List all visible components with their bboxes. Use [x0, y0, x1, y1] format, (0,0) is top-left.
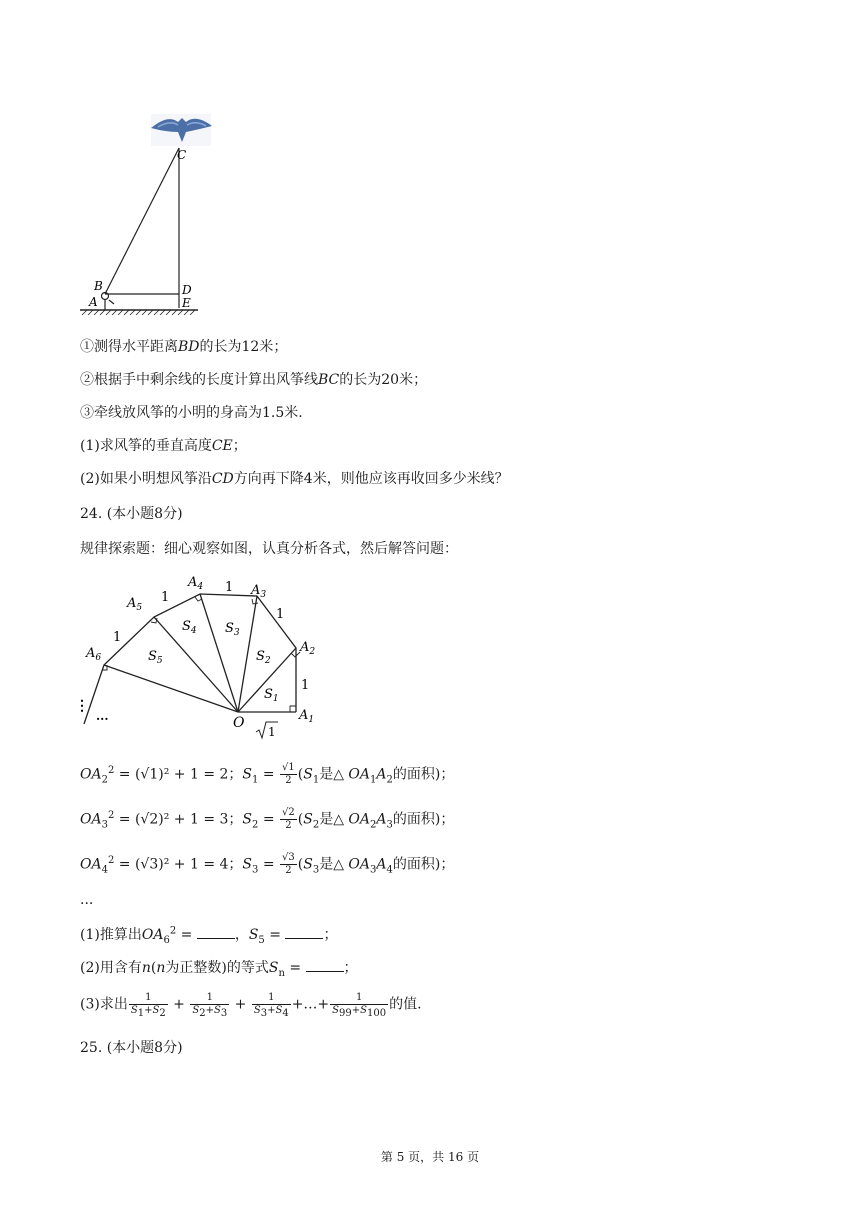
area-s1: $S_1$ — [264, 687, 279, 704]
sqrt-one-label — [256, 722, 278, 739]
answer-blank-2[interactable] — [285, 926, 323, 939]
q23-item2: ②根据手中剩余线的长度计算出风筝线BC的长为20米； — [80, 372, 428, 388]
area-s2: $S_2$ — [256, 649, 271, 666]
spiral-figure — [70, 566, 330, 746]
one-a4a5: 1 — [161, 590, 170, 605]
q23-part2: (2)如果小明想风筝沿CD方向再下降4米，则他应该再收回多少米线？ — [80, 471, 509, 487]
q24-intro: 规律探索题：细心观察如图，认真分析各式，然后解答问题： — [80, 541, 458, 557]
kite-bird-icon — [151, 114, 212, 146]
point-a6: $A_6$ — [86, 646, 102, 663]
point-a1: $A_1$ — [299, 708, 315, 725]
ellipsis: ... — [80, 892, 94, 908]
page-footer: 第 5 页，共 16 页 — [380, 1150, 480, 1164]
equation-2: $OA_3^2 = (√2)^2 + 1 = 3$；$S_2$ = $\frac{√2}{2}$ ($S_2$是△ $OA_2A_3$的面积)； — [80, 807, 455, 831]
point-a2: $A_2$ — [300, 640, 316, 657]
q24-part2: (2)用含有n(n为正整数)的等式$S_n$ = ； — [80, 960, 358, 979]
q24-header: 24. (本小题8分) — [80, 506, 183, 522]
point-a5: $A_5$ — [127, 596, 143, 613]
q25-header: 25. (本小题8分) — [80, 1040, 183, 1056]
one-a3a4: 1 — [225, 580, 234, 595]
one-a2a3: 1 — [276, 607, 285, 622]
bottom-dots: ... — [96, 709, 109, 723]
answer-blank-3[interactable] — [306, 959, 344, 972]
q23-part1: (1)求风筝的垂直高度CE； — [80, 438, 247, 454]
one-a5a6: 1 — [113, 630, 122, 645]
label-d: D — [182, 283, 192, 297]
area-s4: $S_4$ — [182, 619, 197, 636]
one-a1a2: 1 — [301, 678, 310, 693]
svg-text:1: 1 — [268, 725, 276, 739]
label-b: B — [94, 279, 103, 293]
q24-part1: (1)推算出$OA_6^2$ = ，$S_5$ = ； — [80, 925, 338, 946]
equation-3: $OA_4^2 = (√3)^2 + 1 = 4$；$S_3$ = $\frac{√3}{2}$ ($S_3$是△ $OA_3A_4$的面积)； — [80, 852, 455, 876]
kite-figure — [76, 108, 226, 323]
q23-item1: ①测得水平距离BD的长为12米； — [80, 339, 288, 355]
label-c: C — [177, 148, 187, 162]
equation-1: $OA_2^2 = (√1)^2 + 1 = 2$；$S_1$ = $\frac{√1}{2}$ ($S_1$是△ $OA_1A_2$的面积)； — [80, 762, 455, 786]
label-e: E — [182, 296, 191, 310]
vertical-dots: ⋮ — [75, 698, 89, 714]
label-a: A — [89, 295, 98, 309]
answer-blank-1[interactable] — [197, 926, 235, 939]
point-a3: $A_3$ — [251, 583, 267, 600]
area-s5: $S_5$ — [148, 649, 163, 666]
point-a4: $A_4$ — [188, 575, 204, 592]
q24-part3: (3)求出 $\frac{1}{S_1+S_2}$ + $\frac{1}{S_2+S_3}$ + $\frac{1}{S_3+S_4}$ +…+ $\frac{1}{S_{99}+S_{100}}$ 的值. — [80, 992, 422, 1019]
origin-o: O — [233, 715, 245, 731]
q23-item3: ③牵线放风筝的小明的身高为1.5米. — [80, 405, 303, 421]
area-s3: $S_3$ — [225, 621, 240, 638]
